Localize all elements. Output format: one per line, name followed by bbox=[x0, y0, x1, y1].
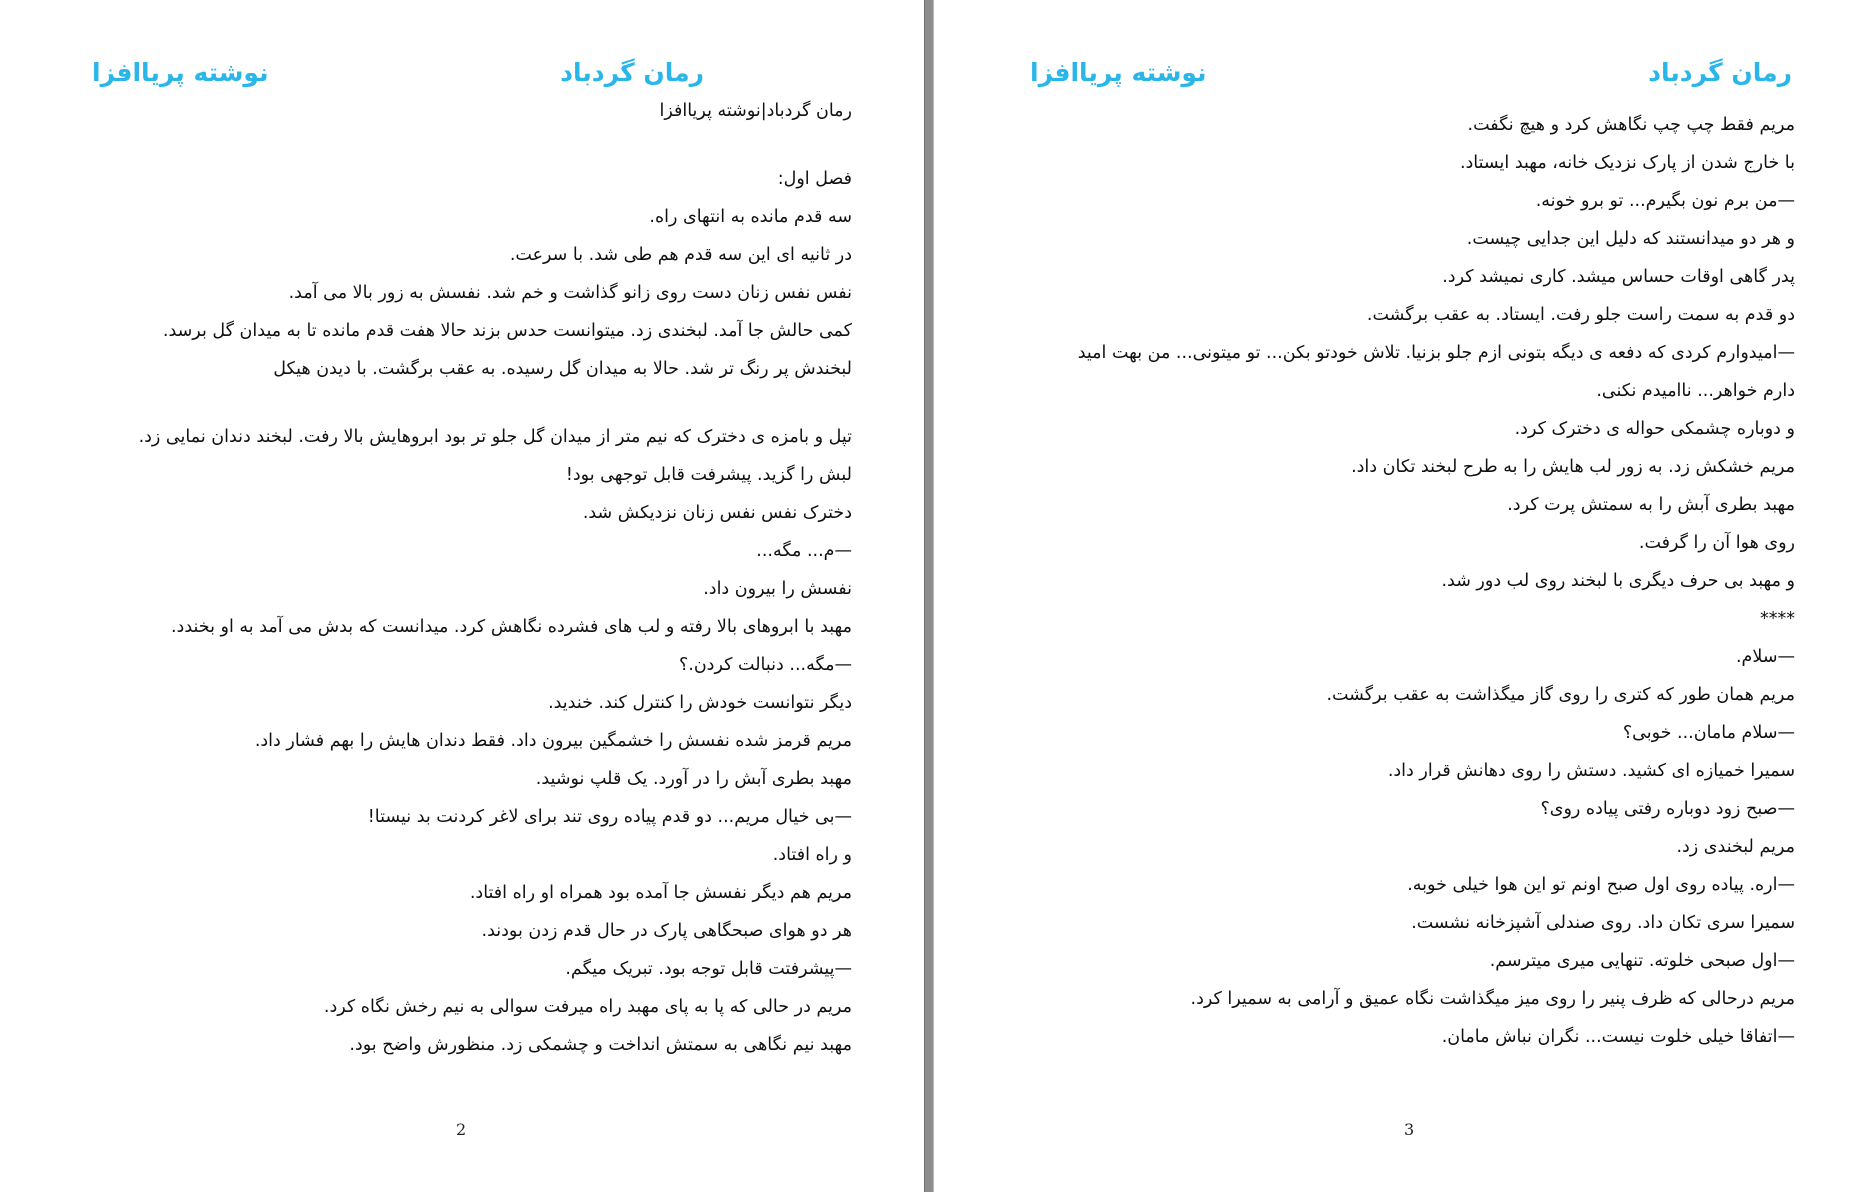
text-line: سه قدم مانده به انتهای راه. bbox=[649, 207, 852, 227]
text-line: مریم هم دیگر نفسش جا آمده بود همراه او راه افتاد. bbox=[469, 883, 852, 903]
text-line: مهبد با ابروهای بالا رفته و لب های فشرده نگاهش کرد. میدانست که بدش می آمد به او بخندد. bbox=[170, 617, 852, 637]
page-number: 3 bbox=[1404, 1120, 1415, 1139]
text-line: مریم خشکش زد. به زور لب هایش را به طرح لبخند تکان داد. bbox=[1351, 457, 1795, 477]
text-line: دو قدم به سمت راست جلو رفت. ایستاد. به عقب برگشت. bbox=[1366, 305, 1795, 325]
text-line: —اتفاقا خیلی خلوت نیست... نگران نباش مامان. bbox=[1441, 1027, 1795, 1047]
text-line: —سلام. bbox=[1735, 647, 1795, 667]
text-line: —م... مگه... bbox=[756, 541, 852, 561]
text-line: —سلام مامان... خوبی؟ bbox=[1622, 723, 1795, 743]
left-page-text bbox=[139, 92, 852, 1064]
text-line: سمیرا سری تکان داد. روی صندلی آشپزخانه نشست. bbox=[1411, 913, 1795, 933]
text-line: —من برم نون بگیرم... تو برو خونه. bbox=[1535, 191, 1795, 211]
text-line: روی هوا آن را گرفت. bbox=[1638, 533, 1795, 553]
text-line: مهبد نیم نگاهی به سمتش انداخت و چشمکی زد. منظورش واضح بود. bbox=[349, 1035, 852, 1055]
text-line: نفسش را بیرون داد. bbox=[703, 579, 852, 599]
text-line: مریم همان طور که کتری را روی گاز میگذاشت به عقب برگشت. bbox=[1326, 685, 1795, 705]
text-line: و مهبد بی حرف دیگری با لبخند روی لب دور شد. bbox=[1441, 571, 1795, 591]
right-page bbox=[934, 0, 1852, 1192]
text-line: مهبد بطری آبش را به سمتش پرت کرد. bbox=[1507, 495, 1795, 515]
left-page bbox=[0, 0, 924, 1192]
page-gutter bbox=[924, 0, 934, 1192]
text-line: لبش را گزید. پیشرفت قابل توجهی بود! bbox=[565, 465, 852, 485]
text-line: مریم درحالی که ظرف پنیر را روی میز میگذاشت نگاه عمیق و آرامی به سمیرا کرد. bbox=[1190, 989, 1795, 1009]
text-line: —اول صبحی خلوته. تنهایی میری میترسم. bbox=[1489, 951, 1795, 971]
text-line: —بی خیال مریم... دو قدم پیاده روی تند برای لاغر کردنت بد نیستا! bbox=[367, 807, 852, 827]
header-book-title: رمان گردباد bbox=[560, 58, 704, 87]
text-line: مریم در حالی که پا به پای مهبد راه میرفت سوالی به نیم رخش نگاه کرد. bbox=[323, 997, 852, 1017]
text-line: —پیشرفتت قابل توجه بود. تبریک میگم. bbox=[565, 959, 852, 979]
text-line: کمی حالش جا آمد. لبخندی زد. میتوانست حدس بزند حالا هفت قدم مانده تا به میدان گل برسد. bbox=[162, 321, 852, 341]
text-line: پدر گاهی اوقات حساس میشد. کاری نمیشد کرد. bbox=[1442, 267, 1795, 287]
text-line: نفس نفس زنان دست روی زانو گذاشت و خم شد. نفسش به زور بالا می آمد. bbox=[288, 283, 852, 303]
text-line: با خارج شدن از پارک نزدیک خانه، مهبد ایستاد. bbox=[1459, 153, 1795, 173]
text-line: —صبح زود دوباره رفتی پیاده روی؟ bbox=[1540, 799, 1795, 819]
text-line: مریم فقط چپ چپ نگاهش کرد و هیچ نگفت. bbox=[1467, 115, 1795, 135]
text-line: هر دو هوای صبحگاهی پارک در حال قدم زدن بودند. bbox=[481, 921, 852, 941]
chapter-heading: فصل اول: bbox=[777, 169, 852, 189]
text-line: تپل و بامزه ی دخترک که نیم متر از میدان گل جلو تر بود ابروهایش بالا رفت. لبخند دندان نمایی زد. bbox=[138, 427, 852, 447]
header-book-title: رمان گردباد bbox=[1648, 58, 1792, 87]
scene-break: **** bbox=[1760, 609, 1795, 629]
paragraph-gap bbox=[139, 130, 852, 160]
text-line: —امیدوارم کردی که دفعه ی دیگه بتونی ازم جلو بزنیا. تلاش خودتو بکن... تو میتونی... من بهت امید bbox=[1077, 343, 1795, 363]
text-line: مریم قرمز شده نفسش را خشمگین بیرون داد. فقط دندان هایش را بهم فشار داد. bbox=[254, 731, 852, 751]
text-line: دارم خواهر... ناامیدم نکنی. bbox=[1596, 381, 1795, 401]
paragraph-gap bbox=[139, 388, 852, 418]
text-line: و هر دو میدانستند که دلیل این جدایی چیست. bbox=[1466, 229, 1795, 249]
text-line: مریم لبخندی زد. bbox=[1676, 837, 1795, 857]
text-line: و دوباره چشمکی حواله ی دخترک کرد. bbox=[1514, 419, 1795, 439]
right-page-text bbox=[1078, 106, 1795, 1056]
text-line: لبخندش پر رنگ تر شد. حالا به میدان گل رسیده. به عقب برگشت. با دیدن هیکل bbox=[273, 359, 852, 379]
text-line: رمان گردباد|نوشته پریاافزا bbox=[659, 101, 852, 121]
header-author: نوشته پریاافزا bbox=[92, 58, 269, 87]
header-author: نوشته پریاافزا bbox=[1030, 58, 1207, 87]
text-line: سمیرا خمیازه ای کشید. دستش را روی دهانش قرار داد. bbox=[1387, 761, 1795, 781]
text-line: و راه افتاد. bbox=[772, 845, 852, 865]
text-line: دخترک نفس نفس زنان نزدیکش شد. bbox=[582, 503, 852, 523]
text-line: —مگه... دنبالت کردن.؟ bbox=[678, 655, 852, 675]
page-number: 2 bbox=[456, 1120, 467, 1139]
text-line: —اره. پیاده روی اول صبح اونم تو این هوا خیلی خوبه. bbox=[1407, 875, 1795, 895]
text-line: در ثانیه ای این سه قدم هم طی شد. با سرعت. bbox=[509, 245, 852, 265]
text-line: دیگر نتوانست خودش را کنترل کند. خندید. bbox=[548, 693, 852, 713]
text-line: مهبد بطری آبش را در آورد. یک قلپ نوشید. bbox=[535, 769, 852, 789]
